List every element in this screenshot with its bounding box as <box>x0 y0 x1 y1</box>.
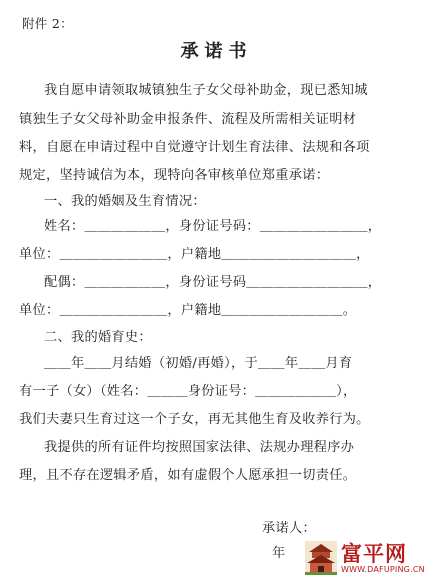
watermark-url: WWW.DAFUPING.CN <box>341 565 425 574</box>
pledge-line: 理，且不存在逻辑矛盾，如有虚假个人愿承担一切责任。 <box>19 468 357 483</box>
document-title: 承诺书 <box>180 41 253 62</box>
paragraph-line: 规定，坚持诚信为本，现特向各审核单位郑重承诺： <box>19 168 330 183</box>
form-line: 配偶：＿＿＿＿＿＿，身份证号码＿＿＿＿＿＿＿＿＿， <box>44 275 382 290</box>
section-heading: 一、我的婚姻及生育情况： <box>44 194 206 209</box>
form-line: 单位：＿＿＿＿＿＿＿＿，户籍地＿＿＿＿＿＿＿＿＿。 <box>19 303 357 318</box>
attachment-label: 附件 2： <box>22 16 73 31</box>
pledge-line: 我提供的所有证件均按照国家法律、法规办理程序办 <box>44 440 355 455</box>
history-line: 我们夫妻只生育过这一个子女，再无其他生育及收养行为。 <box>19 412 370 427</box>
watermark-name: 富平网 <box>341 542 407 566</box>
section-heading: 二、我的婚育史： <box>44 330 152 345</box>
pagoda-logo-icon <box>305 541 337 575</box>
site-watermark <box>305 541 429 578</box>
paragraph-line: 料，自愿在申请过程中自觉遵守计划生育法律、法规和各项 <box>19 140 370 155</box>
history-line: 有一子（女）（姓名：＿＿＿身份证号：＿＿＿＿＿＿）， <box>19 384 357 399</box>
paragraph-line: 我自愿申请领取城镇独生子女父母补助金，现已悉知城 <box>44 83 368 98</box>
form-line: 单位：＿＿＿＿＿＿＿＿，户籍地＿＿＿＿＿＿＿＿＿＿， <box>19 247 370 262</box>
signer-label: 承诺人： <box>262 521 316 536</box>
paragraph-line: 镇独生子女父母补助金申报条件、流程及所需相关证明材 <box>19 112 357 127</box>
history-line: ＿＿年＿＿月结婚（初婚/再婚），于＿＿年＿＿月育 <box>44 356 353 371</box>
year-label: 年 <box>272 546 286 561</box>
form-line: 姓名：＿＿＿＿＿＿，身份证号码：＿＿＿＿＿＿＿＿， <box>44 219 382 234</box>
